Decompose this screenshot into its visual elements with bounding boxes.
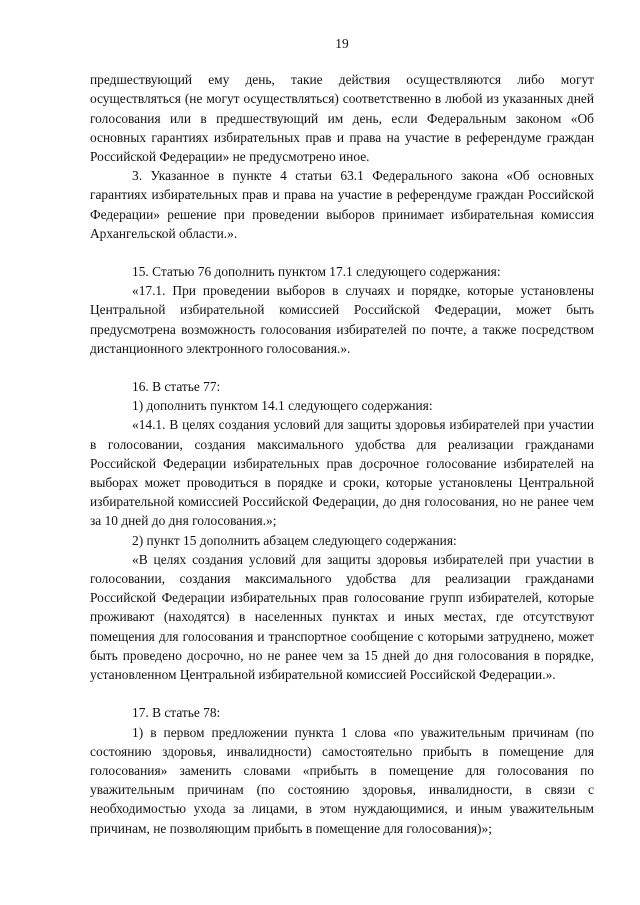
paragraph: 2) пункт 15 дополнить абзацем следующего содержания:	[132, 532, 457, 548]
page-number: 19	[335, 36, 349, 51]
document-body	[90, 70, 594, 838]
paragraph: «17.1. При проведении выборов в случаях и порядке, которые установлены Центральной избирательной комиссией Российской Федерации, может быть предусмотрена возможность голосования избирателей по почте, а также посредством дистанционного электронного голосования.».	[90, 283, 594, 356]
paragraph: 1) дополнить пунктом 14.1 следующего содержания:	[132, 398, 433, 414]
paragraph: 16. В статье 77:	[132, 379, 221, 395]
paragraph: «В целях создания условий для защиты здоровья избирателей при участии в голосовании, создания максимального удобства для реализации гражданами Российской Федерации избирательных прав голосование групп избирателей, которые проживают (находятся) в населенных пунктах и иных местах, где отсутствуют помещения для голосования и транспортное сообщение с которыми затруднено, может быть проведено досрочно, но не ранее чем за 15 дней до дня голосования в порядке, установленном Центральной избирательной комиссией Российской Федерации.».	[90, 551, 594, 683]
paragraph: 1) в первом предложении пункта 1 слова «по уважительным причинам (по состоянию здоровья, инвалидности) самостоятельно прибыть в помещение для голосования» заменить словами «прибыть в помещение для голосования по уважительным причинам (по состоянию здоровья, инвалидности, в связи с необходимостью ухода за лицами, в этом нуждающимися, и иным уважительным причинам, не позволяющим прибыть в помещение для голосования)»;	[90, 724, 594, 836]
paragraph: 3. Указанное в пункте 4 статьи 63.1 Федерального закона «Об основных гарантиях избирательных прав и права на участие в референдуме граждан Российской Федерации» решение при проведении выборов принимает избирательная комиссия Архангельской области.».	[90, 168, 594, 241]
paragraph: 15. Статью 76 дополнить пунктом 17.1 следующего содержания:	[132, 264, 501, 280]
paragraph: 17. В статье 78:	[132, 705, 221, 721]
paragraph: предшествующий ему день, такие действия осуществляются либо могут осуществляться (не могут осуществляться) соответственно в любой из указанных дней голосования или в предшествующий им день, если Федеральным законом «Об основных гарантиях избирательных прав и права на участие в референдуме граждан Российской Федерации» не предусмотрено иное.	[90, 72, 594, 165]
paragraph: «14.1. В целях создания условий для защиты здоровья избирателей при участии в голосовании, создания максимального удобства для реализации гражданами Российской Федерации избирательных прав досрочное голосование избирателей на выборах может проводиться в порядке и сроки, которые установлены Центральной избирательной комиссией Российской Федерации, до дня голосования, но не ранее чем за 10 дней до дня голосования.»;	[90, 417, 594, 529]
